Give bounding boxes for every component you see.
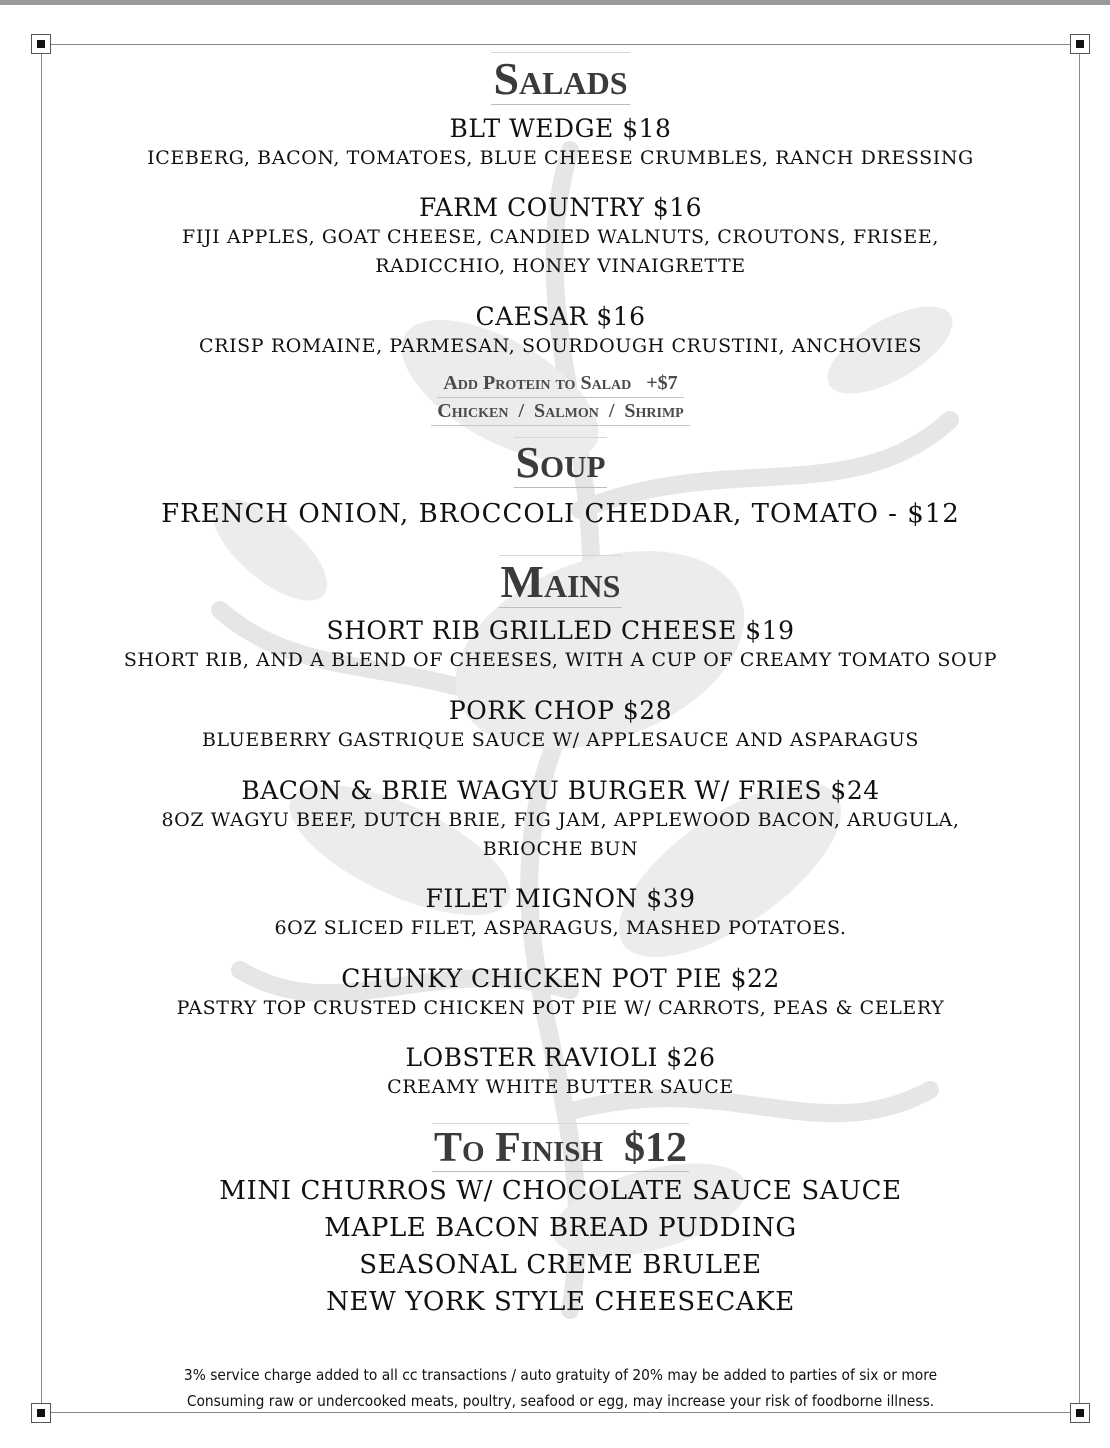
soup-heading: Soup bbox=[515, 438, 606, 487]
menu-item bbox=[41, 193, 1080, 281]
item-name: SHORT RIB GRILLED CHEESE $19 bbox=[326, 616, 795, 645]
item-name: CAESAR $16 bbox=[475, 302, 646, 331]
soup-section bbox=[41, 437, 1080, 488]
menu-item bbox=[41, 1043, 1080, 1102]
menu-item bbox=[41, 884, 1080, 943]
item-description: 6OZ SLICED FILET, ASPARAGUS, MASHED POTATOES. bbox=[274, 917, 847, 939]
item-description: BLUEBERRY GASTRIQUE SAUCE W/ APPLESAUCE AND ASPARAGUS bbox=[201, 729, 920, 751]
item-name: PORK CHOP $28 bbox=[448, 696, 673, 725]
mains-section bbox=[41, 555, 1080, 608]
mains-heading: Mains bbox=[500, 556, 621, 607]
finish-section bbox=[41, 1123, 1080, 1172]
item-name: LOBSTER RAVIOLI $26 bbox=[405, 1043, 716, 1072]
menu-item bbox=[41, 114, 1080, 173]
item-description: SHORT RIB, AND A BLEND OF CHEESES, WITH A CUP OF CREAMY TOMATO SOUP bbox=[123, 649, 998, 671]
soup-options: FRENCH ONION, BROCCOLI CHEDDAR, TOMATO - $12 bbox=[161, 499, 960, 529]
protein-note: Add Protein to Salad +$7 bbox=[437, 370, 683, 398]
item-description: RADICCHIO, HONEY VINAIGRETTE bbox=[375, 255, 746, 277]
menu-item bbox=[41, 776, 1080, 864]
menu-item bbox=[41, 302, 1080, 361]
menu-item bbox=[41, 616, 1080, 675]
salads-heading: Salads bbox=[493, 53, 628, 104]
item-description: FIJI APPLES, GOAT CHEESE, CANDIED WALNUTS, CROUTONS, FRISEE, bbox=[182, 226, 939, 248]
item-description: CREAMY WHITE BUTTER SAUCE bbox=[387, 1076, 734, 1098]
item-name: CHUNKY CHICKEN POT PIE $22 bbox=[341, 964, 780, 993]
footer-notes bbox=[41, 1362, 1080, 1414]
resize-handle-top-right[interactable] bbox=[1070, 34, 1090, 54]
salads-section bbox=[41, 52, 1080, 105]
protein-options: Chicken / Salmon / Shrimp bbox=[431, 398, 689, 426]
item-name: FARM COUNTRY $16 bbox=[418, 193, 703, 222]
dessert-list bbox=[41, 1173, 1080, 1321]
item-description: ICEBERG, BACON, TOMATOES, BLUE CHEESE CRUMBLES, RANCH DRESSING bbox=[147, 147, 974, 169]
item-name: BACON & BRIE WAGYU BURGER W/ FRIES $24 bbox=[241, 776, 880, 805]
soup-line bbox=[41, 499, 1080, 529]
finish-heading: To Finish $12 bbox=[434, 1125, 687, 1171]
item-name: BLT WEDGE $18 bbox=[449, 114, 672, 143]
top-edge-bar bbox=[0, 0, 1110, 5]
resize-handle-top-left[interactable] bbox=[31, 34, 51, 54]
protein-add-on bbox=[41, 370, 1080, 426]
dessert-item: MINI CHURROS W/ CHOCOLATE SAUCE SAUCE bbox=[219, 1176, 902, 1206]
item-name: FILET MIGNON $39 bbox=[425, 884, 696, 913]
item-description: CRISP ROMAINE, PARMESAN, SOURDOUGH CRUSTINI, ANCHOVIES bbox=[199, 335, 922, 357]
service-charge-note: 3% service charge added to all cc transactions / auto gratuity of 20% may be added to parties of six or more bbox=[183, 1366, 938, 1384]
food-safety-note: Consuming raw or undercooked meats, poultry, seafood or egg, may increase your risk of foodborne illness. bbox=[186, 1392, 935, 1410]
item-description: PASTRY TOP CRUSTED CHICKEN POT PIE W/ CARROTS, PEAS & CELERY bbox=[176, 997, 945, 1019]
dessert-item: NEW YORK STYLE CHEESECAKE bbox=[326, 1287, 795, 1317]
menu-item bbox=[41, 696, 1080, 755]
dessert-item: MAPLE BACON BREAD PUDDING bbox=[324, 1213, 797, 1243]
menu-item bbox=[41, 964, 1080, 1023]
item-description: BRIOCHE BUN bbox=[482, 838, 639, 860]
item-description: 8OZ WAGYU BEEF, DUTCH BRIE, FIG JAM, APPLEWOOD BACON, ARUGULA, bbox=[161, 809, 960, 831]
dessert-item: SEASONAL CREME BRULEE bbox=[359, 1250, 762, 1280]
